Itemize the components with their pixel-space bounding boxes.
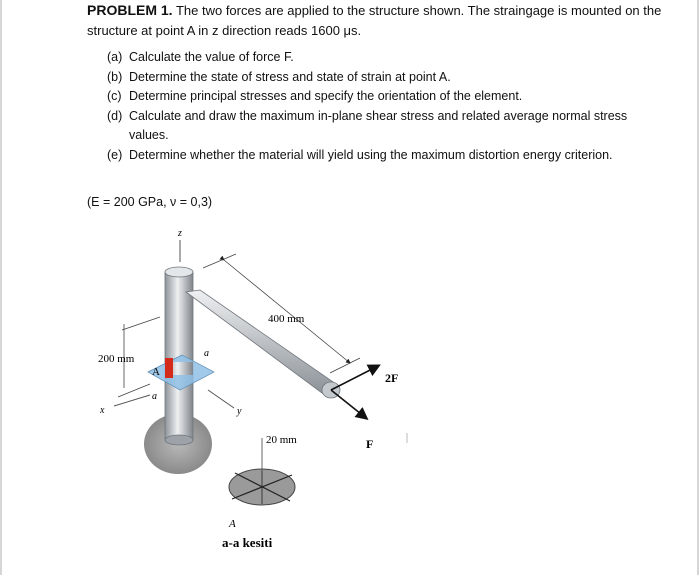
problem-text: The two forces are applied to the structure shown. The straingage is mounted on the structure at point A in z direction reads 1600 μs. xyxy=(87,3,662,38)
y-axis-line xyxy=(208,390,234,408)
section-point-label: A xyxy=(229,518,236,530)
part-label: (e) xyxy=(107,147,123,162)
problem-heading: PROBLEM 1. xyxy=(87,2,173,18)
force-f-arrow xyxy=(331,390,366,418)
section-a-top-label: a xyxy=(204,348,209,359)
y-axis-label: y xyxy=(237,406,242,417)
part-label: (d) xyxy=(107,108,123,123)
section-a-bottom-label: a xyxy=(152,391,157,402)
column-top xyxy=(165,267,193,277)
part-text: Determine principal stresses and specify the orientation of the element. xyxy=(129,89,523,103)
column-bottom xyxy=(165,435,193,445)
part-label: (b) xyxy=(107,69,123,84)
force-2f-arrow xyxy=(331,366,378,390)
strain-gage xyxy=(165,358,173,378)
dim-200-ext-top xyxy=(122,317,160,330)
vertical-column xyxy=(165,272,193,440)
dim-200-label: 200 mm xyxy=(98,353,135,365)
z-axis-label: z xyxy=(178,228,182,239)
dim-ext-line-bottom xyxy=(330,358,360,373)
material-properties: (E = 200 GPa, ν = 0,3) xyxy=(87,195,213,209)
inclined-arm xyxy=(186,290,336,396)
part-text: Determine the state of stress and state of strain at point A. xyxy=(129,69,451,84)
force-f-label: F xyxy=(366,437,374,451)
part-text: Determine whether the material will yield using the maximum distortion energy criterion. xyxy=(129,147,613,162)
dim-200-ext-bottom xyxy=(118,384,150,397)
part-label: (c) xyxy=(107,89,122,103)
part-text: Calculate the value of force F. xyxy=(129,50,294,64)
section-caption: a-a kesiti xyxy=(222,535,273,550)
dim-400-line xyxy=(224,260,350,363)
part-text: Calculate and draw the maximum in-plane shear stress and related average normal stress values. xyxy=(129,108,628,142)
x-axis-label: x xyxy=(100,405,105,416)
dim-20-label: 20 mm xyxy=(266,434,297,446)
dim-400-label: 400 mm xyxy=(268,313,305,325)
force-2f-label: 2F xyxy=(385,371,399,385)
part-label: (a) xyxy=(107,50,123,64)
point-a-label: A xyxy=(152,366,160,378)
